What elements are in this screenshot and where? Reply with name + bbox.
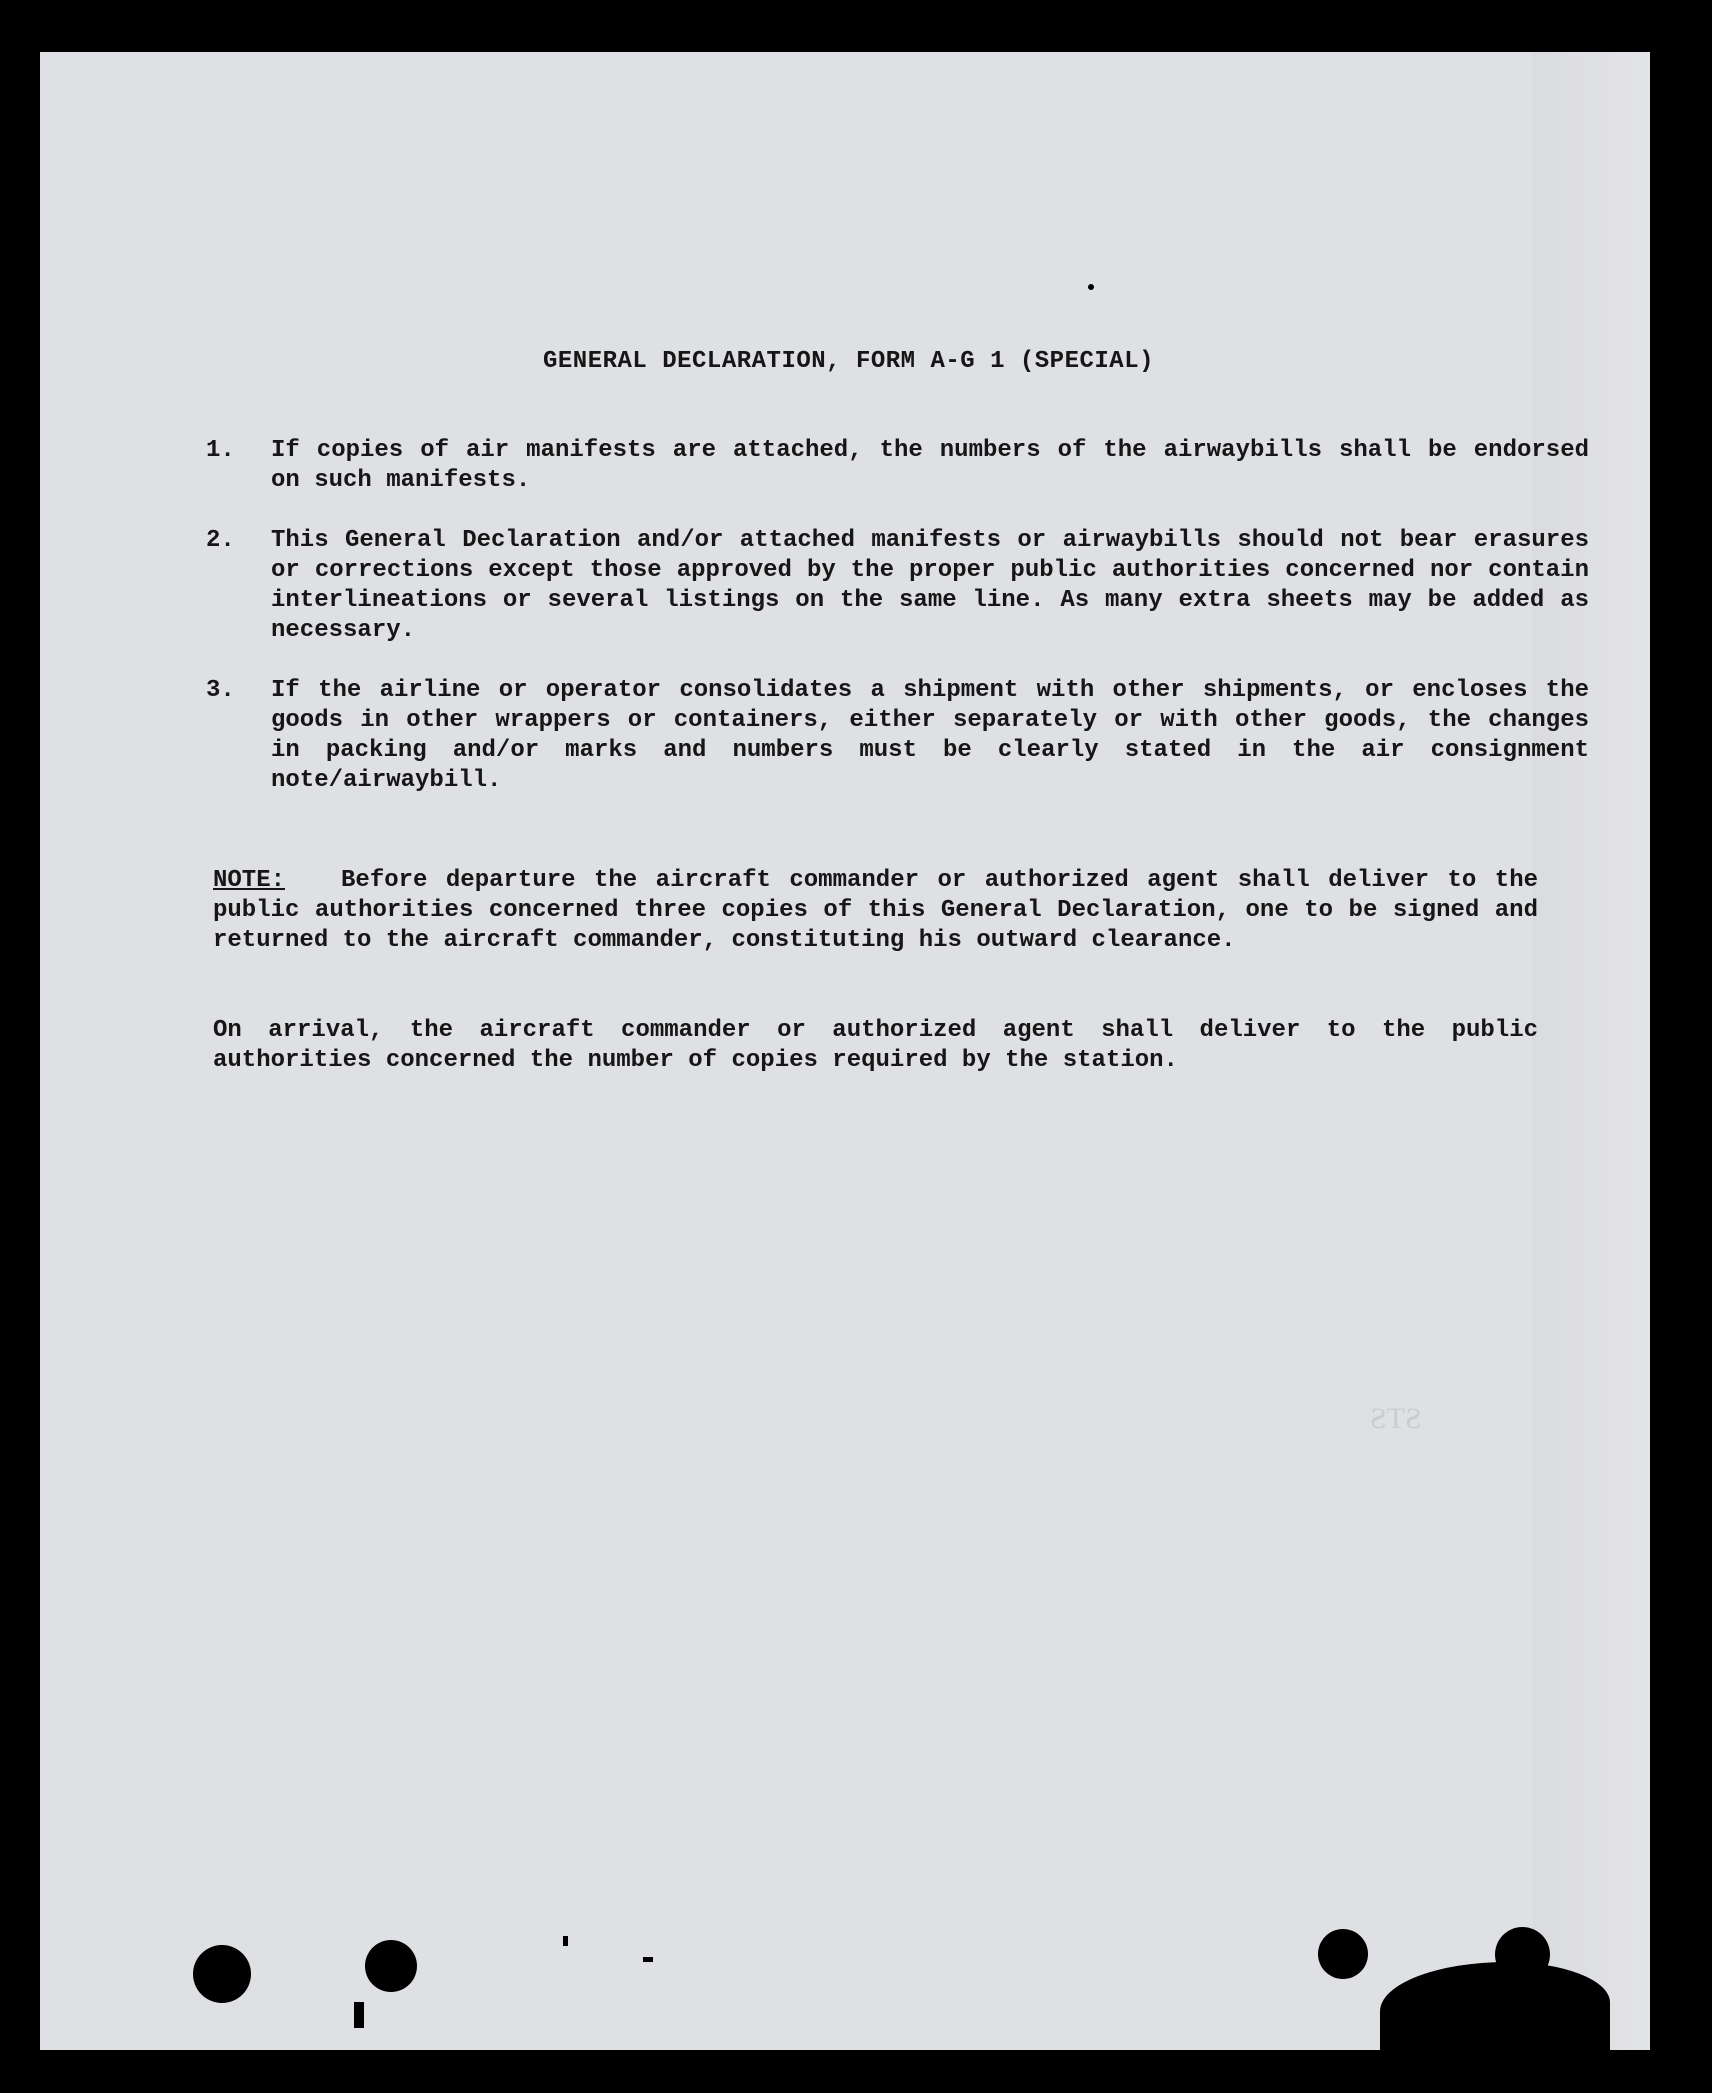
scanned-page [40,52,1650,2050]
ink-blot [1380,1962,1610,2052]
list-item [206,526,1589,646]
list-item [206,676,1589,796]
speck [563,1936,568,1946]
note-label: NOTE: [213,867,286,894]
item-number: 3. [206,677,235,704]
speck [1088,284,1094,290]
punch-hole [1318,1929,1368,1979]
item-number: 1. [206,437,235,464]
bleed-through-mark: ƧTƧ [1370,1402,1422,1435]
arrival-paragraph: On arrival, the aircraft commander or authorized agent shall deliver to the public authorities concerned the number of copies required by the station. [213,1017,1538,1074]
item-text: This General Declaration and/or attached manifests or airwaybills should not bear erasures or corrections except those approved by the proper public authorities concerned nor contain interlineations or several listings on the same line. As many extra sheets may be added as necessary. [271,527,1589,644]
note-text: Before departure the aircraft commander or authorized agent shall deliver to the public authorities concerned three copies of this General Declaration, one to be signed and returned to the aircraft commander, constituting his outward clearance. [213,867,1538,954]
speck [643,1957,653,1962]
item-text: If copies of air manifests are attached, the numbers of the airwaybills shall be endorsed on such manifests. [271,437,1589,494]
item-text: If the airline or operator consolidates a shipment with other shipments, or encloses the goods in other wrappers or containers, either separately or with other goods, the changes in packing and/or marks and numbers must be clearly stated in the air consignment note/airwaybill. [271,677,1589,794]
punch-hole [193,1945,251,2003]
note-paragraph [213,866,1538,956]
document-title: GENERAL DECLARATION, FORM A-G 1 (SPECIAL) [543,348,1154,375]
page-edge-shadow [1660,1340,1712,2040]
page-edge-strip [1532,52,1650,2050]
item-number: 2. [206,527,235,554]
list-item [206,436,1589,496]
punch-hole [365,1940,417,1992]
speck [354,2002,364,2028]
